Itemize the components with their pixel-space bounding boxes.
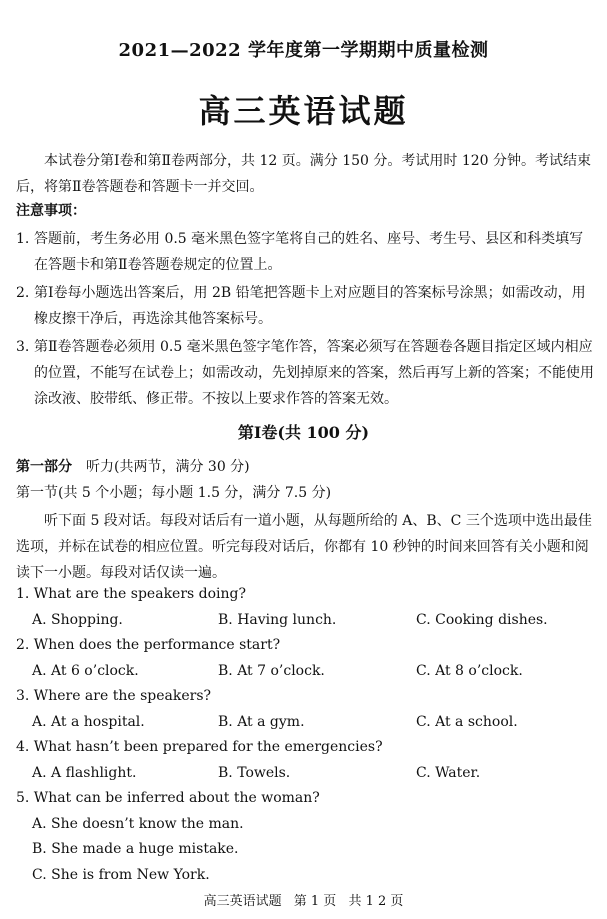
- notice-item-text: 第Ⅱ卷答题卷必须用 0.5 毫米黑色签字笔作答，答案必须写在答题卷各题目指定区域内相应的位置，不能写在试卷上；如需改动，先划掉原来的答案，然后再写上新的答案；不能使用涂改液、胶带纸、修正带。不按以上要求作答的答案无效。: [34, 339, 594, 407]
- notice-item-number: 2.: [16, 285, 30, 301]
- part-one-heading: [16, 456, 250, 476]
- option-b: B. Having lunch.: [218, 611, 337, 628]
- exam-subtitle: 2021—2022 学年度第一学期期中质量检测: [118, 40, 489, 61]
- subsection-heading: 第一节(共 5 个小题；每小题 1.5 分，满分 7.5 分): [16, 485, 332, 501]
- part-title: 第一部分: [16, 459, 72, 475]
- question-stem: 1. What are the speakers doing?: [16, 586, 247, 602]
- option-b: B. Towels.: [218, 764, 291, 781]
- question-options: [16, 761, 596, 787]
- footer-page-number: 第 1 页: [293, 894, 337, 909]
- exam-intro: 本试卷分第Ⅰ卷和第Ⅱ卷两部分，共 12 页。满分 150 分。考试用时 120 分钟。考试结束后，将第Ⅱ卷答题卷和答题卡一并交回。: [16, 153, 592, 195]
- notice-item: [16, 226, 594, 278]
- notice-item-number: 3.: [16, 339, 30, 355]
- question-options: [16, 659, 596, 685]
- question-stem: 2. When does the performance start?: [16, 637, 281, 653]
- notice-item-number: 1.: [16, 231, 30, 247]
- listening-instructions: 听下面 5 段对话。每段对话后有一道小题，从每题所给的 A、B、C 三个选项中选出最佳选项，并标在试卷的相应位置。听完每段对话后，你都有 10 秒钟的时间来回答有关小题和阅读下一小题。每段对话仅读一遍。: [16, 513, 592, 581]
- notice-item-text: 答题前，考生务必用 0.5 毫米黑色签字笔将自己的姓名、座号、考生号、县区和科类填写在答题卡和第Ⅱ卷答题卷规定的位置上。: [34, 231, 584, 273]
- option-a: A. Shopping.: [32, 611, 123, 628]
- part-subtitle: 听力(共两节，满分 30 分): [86, 459, 250, 475]
- option-b: B. At a gym.: [218, 713, 305, 730]
- option-a: A. She doesn’t know the man.: [32, 815, 244, 832]
- option-a: A. A flashlight.: [32, 764, 137, 781]
- footer-total-pages: 共 1 2 页: [348, 894, 404, 909]
- question-options: [16, 608, 596, 634]
- option-c: C. At 8 o’clock.: [416, 662, 523, 679]
- option-a: A. At 6 o’clock.: [32, 662, 139, 679]
- notice-item-text: 第Ⅰ卷每小题选出答案后，用 2B 铅笔把答题卡上对应题目的答案标号涂黑；如需改动，用橡皮擦干净后，再选涂其他答案标号。: [34, 285, 586, 327]
- notice-item: [16, 280, 594, 332]
- notice-item: [16, 334, 594, 412]
- question-stem: 3. Where are the speakers?: [16, 688, 212, 704]
- option-c: C. Cooking dishes.: [416, 611, 548, 628]
- page-footer: [0, 890, 607, 909]
- exam-title: 高三英语试题: [198, 92, 409, 130]
- notice-title: 注意事项：: [16, 203, 86, 219]
- section-one-heading: 第Ⅰ卷(共 100 分): [237, 423, 370, 442]
- option-b: B. At 7 o’clock.: [218, 662, 325, 679]
- option-c: C. She is from New York.: [32, 866, 210, 883]
- footer-subject: 高三英语试题: [203, 894, 282, 909]
- question-options: [16, 710, 596, 736]
- question-stem: 4. What hasn’t been prepared for the emergencies?: [16, 739, 383, 755]
- option-a: A. At a hospital.: [32, 713, 145, 730]
- question-stem: 5. What can be inferred about the woman?: [16, 790, 320, 806]
- option-c: C. At a school.: [416, 713, 518, 730]
- option-c: C. Water.: [416, 764, 481, 781]
- notice-list: [16, 226, 594, 414]
- option-b: B. She made a huge mistake.: [32, 841, 239, 857]
- question-list: [16, 582, 596, 888]
